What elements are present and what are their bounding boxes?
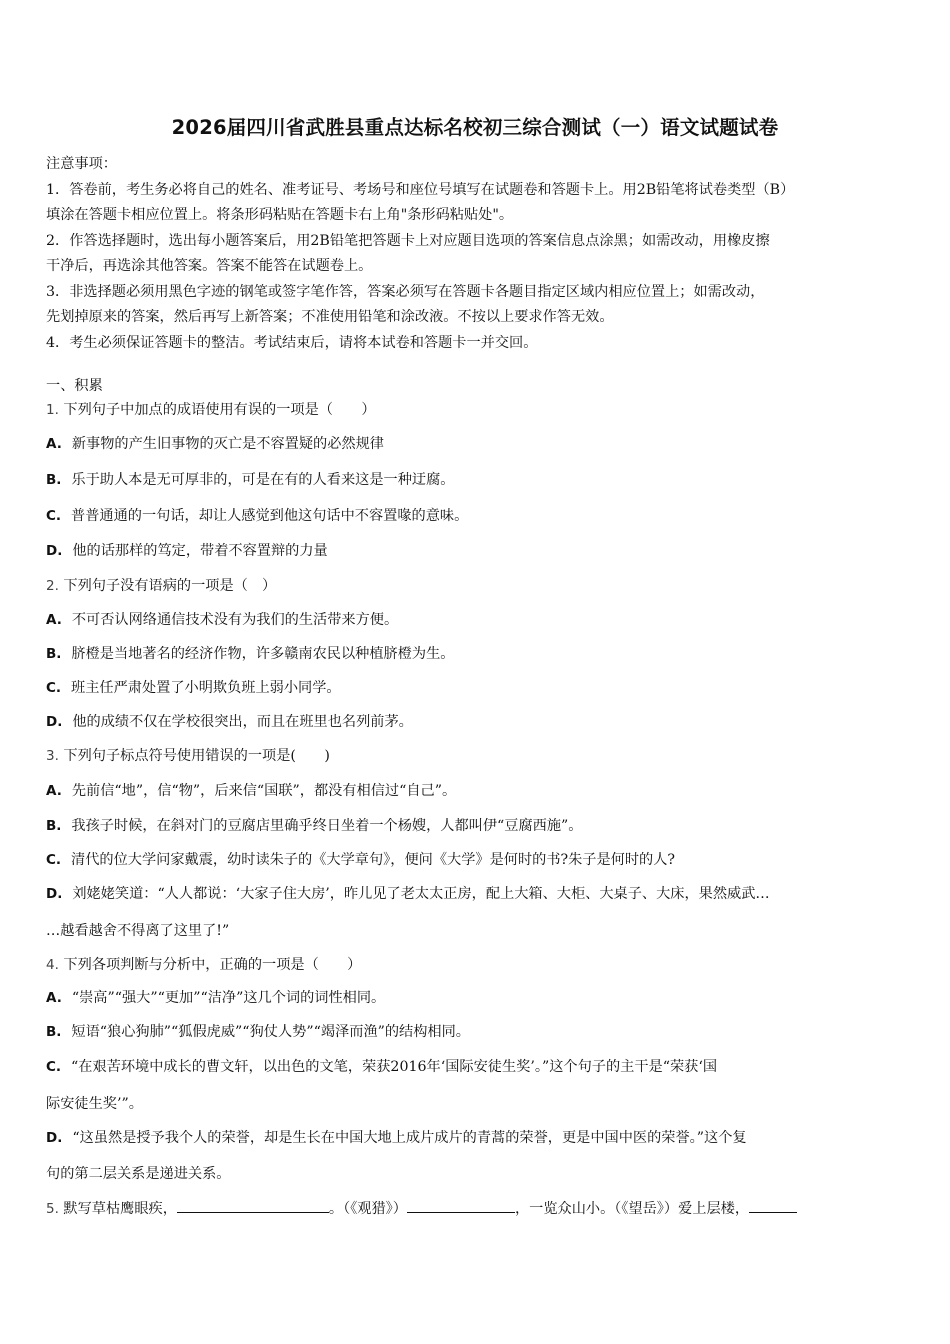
notice-line: 3．非选择题必须用黑色字迹的钢笔或签字笔作答，答案必须写在答题卡各题目指定区域内相应位置上；如需改动， bbox=[46, 283, 765, 300]
question-2-option-b: B. 脐橙是当地著名的经济作物，许多赣南农民以种植脐橙为生。 bbox=[46, 646, 455, 662]
notice-block bbox=[46, 152, 908, 356]
question-3-option-a: A. 先前信“地”，信“物”，后来信“国联”，都没有相信过“自己”。 bbox=[46, 783, 457, 799]
notice-line: 4．考生必须保证答题卡的整洁。考试结束后，请将本试卷和答题卡一并交回。 bbox=[46, 334, 538, 351]
question-2-option-d: D. 他的成绩不仅在学校很突出，而且在班里也名列前茅。 bbox=[46, 714, 413, 730]
option-text: 先前信“地”，信“物”，后来信“国联”，都没有相信过“自己”。 bbox=[71, 783, 457, 799]
question-3-option-d: D. 刘姥姥笑道：“人人都说：‘大家子住大房’，昨儿见了老太太正房，配上大箱、大柜、大桌子、大床，果然威武… bbox=[46, 886, 770, 902]
question-2-option-c: C. 班主任严肃处置了小明欺负班上弱小同学。 bbox=[46, 680, 341, 696]
question-text: 下列句子没有语病的一项是（ ） bbox=[63, 578, 277, 594]
question-text: 下列句子标点符号使用错误的一项是( ) bbox=[63, 748, 330, 764]
option-text: 乐于助人本是无可厚非的，可是在有的人看来这是一种迂腐。 bbox=[71, 472, 455, 488]
option-text: “在艰苦环境中成长的曹文轩，以出色的文笔，荣获2016年‘国际安徒生奖’。”这个句子的主干是“荣获‘国 bbox=[71, 1059, 718, 1075]
section-heading: 一、积累 bbox=[46, 378, 103, 394]
option-text: “这虽然是授予我个人的荣誉，却是生长在中国大地上成片成片的青蒿的荣誉，更是中国中医的荣誉。”这个复 bbox=[72, 1130, 747, 1146]
option-text: 清代的位大学问家戴震，幼时读朱子的《大学章句》，便问《大学》是何时的书?朱子是何时的人? bbox=[71, 852, 676, 868]
question-5-stem bbox=[46, 1198, 797, 1219]
question-2-option-a: A. 不可否认网络通信技术没有为我们的生活带来方便。 bbox=[46, 612, 399, 628]
question-3-option-d-cont: …越看越舍不得离了这里了!” bbox=[46, 923, 230, 939]
question-number: 3. bbox=[46, 748, 59, 764]
option-text: 班主任严肃处置了小明欺负班上弱小同学。 bbox=[71, 680, 341, 696]
question-number: 1. bbox=[46, 402, 59, 418]
option-text: 他的话那样的笃定，带着不容置辩的力量 bbox=[72, 543, 328, 559]
question-3-option-c: C. 清代的位大学问家戴震，幼时读朱子的《大学章句》，便问《大学》是何时的书?朱子是何时的人? bbox=[46, 852, 676, 868]
fill-blank-2[interactable] bbox=[407, 1198, 515, 1213]
question-4-option-c-cont: 际安徒生奖’”。 bbox=[46, 1096, 143, 1112]
question-3-stem bbox=[46, 746, 330, 766]
option-text: “崇高”“强大”“更加”“洁净”这几个词的词性相同。 bbox=[71, 990, 386, 1006]
question-4-option-d-cont: 句的第二层关系是递进关系。 bbox=[46, 1166, 231, 1182]
fill-blank-1[interactable] bbox=[177, 1198, 329, 1213]
option-text: 新事物的产生旧事物的灭亡是不容置疑的必然规律 bbox=[71, 436, 384, 452]
notice-line: 干净后，再选涂其他答案。答案不能答在试题卷上。 bbox=[46, 258, 373, 274]
question-4-option-b: B. 短语“狼心狗肺”“狐假虎威”“狗仗人势”“竭泽而渔”的结构相同。 bbox=[46, 1024, 470, 1040]
question-text: ，一览众山小。（《望岳》）爱上层楼， bbox=[514, 1201, 750, 1217]
question-2-stem bbox=[46, 576, 276, 596]
question-number: 4. bbox=[46, 957, 59, 973]
question-text: 下列各项判断与分析中，正确的一项是（ ） bbox=[63, 957, 362, 973]
question-1-option-d: D. 他的话那样的笃定，带着不容置辩的力量 bbox=[46, 543, 328, 559]
question-3-option-b: B. 我孩子时候，在斜对门的豆腐店里确乎终日坐着一个杨嫂，人都叫伊“豆腐西施”。 bbox=[46, 818, 583, 834]
notice-line: 填涂在答题卡相应位置上。将条形码粘贴在答题卡右上角"条形码粘贴处"。 bbox=[46, 207, 514, 223]
fill-blank-3[interactable] bbox=[749, 1198, 797, 1213]
question-1-option-a: A. 新事物的产生旧事物的灭亡是不容置疑的必然规律 bbox=[46, 436, 384, 452]
option-text: 不可否认网络通信技术没有为我们的生活带来方便。 bbox=[71, 612, 399, 628]
question-1-option-b: B. 乐于助人本是无可厚非的，可是在有的人看来这是一种迂腐。 bbox=[46, 472, 455, 488]
notice-line: 1．答卷前，考生务必将自己的姓名、准考证号、考场号和座位号填写在试题卷和答题卡上。用2B铅笔将试卷类型（B） bbox=[46, 181, 795, 198]
option-text: 我孩子时候，在斜对门的豆腐店里确乎终日坐着一个杨嫂，人都叫伊“豆腐西施”。 bbox=[71, 818, 583, 834]
question-number: 5. bbox=[46, 1201, 59, 1217]
option-text: 刘姥姥笑道：“人人都说：‘大家子住大房’，昨儿见了老太太正房，配上大箱、大柜、大桌子、大床，果然威武… bbox=[72, 886, 770, 902]
option-text: 普普通通的一句话，却让人感觉到他这句话中不容置喙的意味。 bbox=[71, 508, 469, 524]
question-text: 下列句子中加点的成语使用有误的一项是（ ） bbox=[63, 402, 376, 418]
question-4-option-c: C. “在艰苦环境中成长的曹文轩，以出色的文笔，荣获2016年‘国际安徒生奖’。”这个句子的主干是“荣获‘国 bbox=[46, 1059, 718, 1075]
question-1-option-c: C. 普普通通的一句话，却让人感觉到他这句话中不容置喙的意味。 bbox=[46, 508, 469, 524]
question-4-stem bbox=[46, 955, 361, 975]
question-text: 。（《观猎》） bbox=[328, 1201, 407, 1217]
option-text: 他的成绩不仅在学校很突出，而且在班里也名列前茅。 bbox=[72, 714, 413, 730]
option-text: 脐橙是当地著名的经济作物，许多赣南农民以种植脐橙为生。 bbox=[71, 646, 455, 662]
question-1-stem bbox=[46, 400, 376, 420]
notice-heading: 注意事项： bbox=[46, 156, 117, 172]
exam-title: 2026届四川省武胜县重点达标名校初三综合测试（一）语文试题试卷 bbox=[171, 116, 779, 139]
notice-line: 2．作答选择题时，选出每小题答案后，用2B铅笔把答题卡上对应题目选项的答案信息点涂黑；如需改动，用橡皮擦 bbox=[46, 232, 770, 249]
question-4-option-d: D. “这虽然是授予我个人的荣誉，却是生长在中国大地上成片成片的青蒿的荣誉，更是中国中医的荣誉。”这个复 bbox=[46, 1130, 747, 1146]
option-text: 短语“狼心狗肺”“狐假虎威”“狗仗人势”“竭泽而渔”的结构相同。 bbox=[71, 1024, 470, 1040]
question-4-option-a: A. “崇高”“强大”“更加”“洁净”这几个词的词性相同。 bbox=[46, 990, 386, 1006]
notice-line: 先划掉原来的答案，然后再写上新答案；不准使用铅笔和涂改液。不按以上要求作答无效。 bbox=[46, 309, 614, 325]
question-number: 2. bbox=[46, 578, 59, 594]
question-text: 默写草枯鹰眼疾， bbox=[63, 1201, 177, 1217]
